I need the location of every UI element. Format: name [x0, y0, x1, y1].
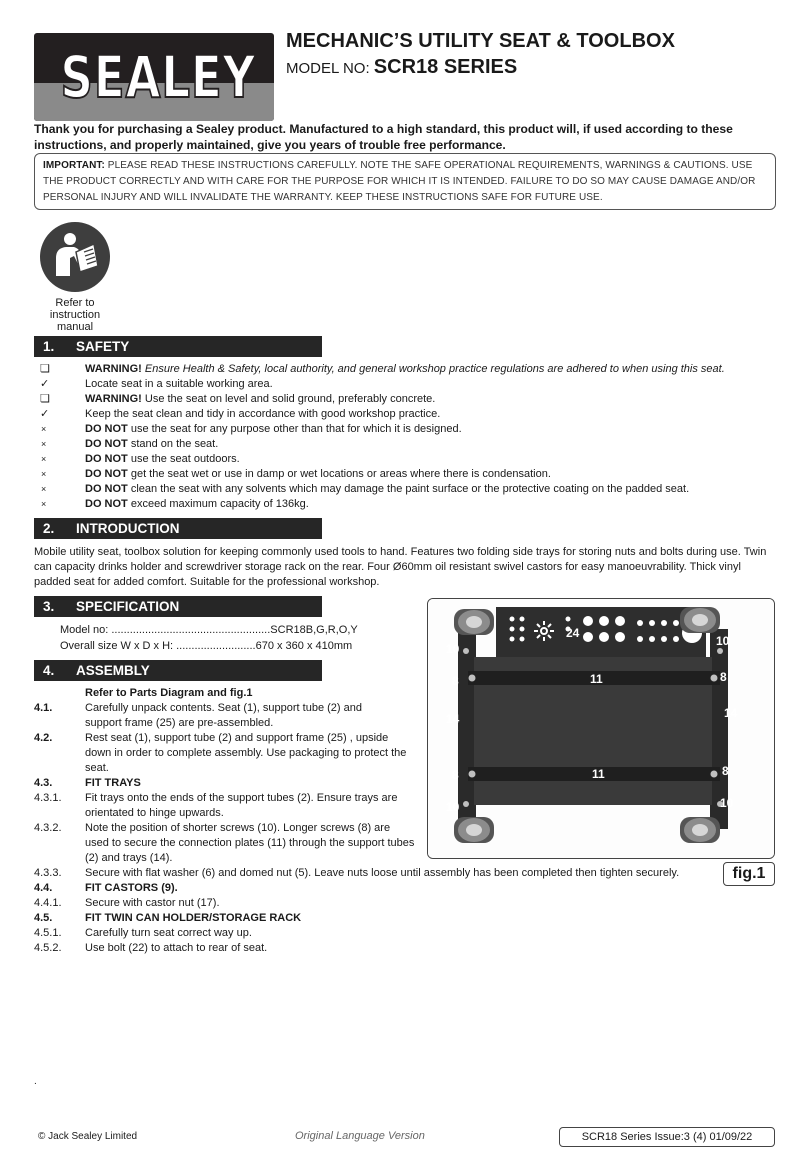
- copyright: © Jack Sealey Limited: [38, 1131, 138, 1142]
- callout-11: 11: [590, 672, 603, 686]
- safety-item-text: [85, 392, 435, 407]
- callout-8: 8: [720, 670, 727, 684]
- safety-item: [34, 452, 774, 467]
- manual-caption-line: instruction: [49, 309, 101, 321]
- step-text: Carefully turn seat correct way up.: [85, 927, 252, 939]
- section-header-assembly: [34, 660, 322, 681]
- section-number: 1.: [43, 339, 55, 354]
- callout-8: 8: [452, 768, 459, 782]
- step-number: 4.4.: [34, 882, 53, 894]
- cross-icon: ×: [41, 499, 47, 509]
- safety-item-text: [85, 407, 440, 422]
- cross-icon: ×: [41, 424, 47, 434]
- language-version: Original Language Version: [295, 1130, 425, 1142]
- checkbox-icon: ❏: [40, 363, 50, 375]
- checkmark-icon: ✓: [40, 408, 50, 420]
- important-notice: [34, 153, 776, 210]
- step-text: FIT TRAYS: [85, 777, 141, 789]
- step-text: FIT TWIN CAN HOLDER/STORAGE RACK: [85, 912, 302, 924]
- safety-item-body: get the seat wet or use in damp or wet locations or areas where there is condensation.: [127, 468, 551, 480]
- safety-item: [34, 467, 774, 482]
- model-number: [286, 56, 517, 79]
- step-text: Rest seat (1), support tube (2) and support frame (25) , upside down in order to complete assembly. Use packaging to protect the seat.: [85, 732, 407, 774]
- manual-caption-line: manual: [56, 321, 94, 333]
- spec-value: SCR18B,G,R,O,Y: [270, 624, 358, 636]
- spec-label: Overall size W x D x H:: [60, 640, 177, 652]
- safety-item-text: [85, 422, 462, 437]
- checkbox-icon: ❏: [40, 393, 50, 405]
- read-manual-icon: [40, 222, 110, 292]
- step-number: 4.2.: [34, 732, 53, 744]
- figure-label: fig.1: [723, 862, 775, 886]
- step-number: 4.5.2.: [34, 942, 62, 954]
- step-number: 4.3.: [34, 777, 53, 789]
- safety-item-body: Ensure Health & Safety, local authority, and general workshop practice regulations are adhered to when using this seat.: [141, 363, 725, 375]
- stray-dot: .: [34, 1076, 37, 1087]
- spec-value: 670 x 360 x 410mm: [255, 640, 353, 652]
- section-header-introduction: [34, 518, 322, 539]
- manual-caption: [34, 297, 116, 333]
- assembly-step: [34, 881, 724, 896]
- safety-item: [34, 407, 774, 422]
- safety-item-bold: WARNING!: [85, 393, 142, 405]
- step-text: FIT CASTORS (9).: [85, 882, 178, 894]
- checkmark-icon: ✓: [40, 378, 50, 390]
- callout-24: 24: [566, 626, 580, 640]
- model-prefix: MODEL NO:: [286, 60, 374, 77]
- section-number: 2.: [43, 521, 55, 536]
- step-text: Carefully unpack contents. Seat (1), support tube (2) and support frame (25) are pre-assembled.: [85, 702, 362, 729]
- step-text: Secure with castor nut (17).: [85, 897, 220, 909]
- safety-item-text: [85, 467, 551, 482]
- thanks-paragraph: Thank you for purchasing a Sealey product. Manufactured to a high standard, this product will, if used according to these instructions, and properly maintained, give you years of trouble free performance.: [34, 122, 733, 152]
- important-label: IMPORTANT:: [43, 160, 105, 171]
- page-title: MECHANIC’S UTILITY SEAT & TOOLBOX: [286, 30, 675, 52]
- safety-item-body: Locate seat in a suitable working area.: [85, 378, 273, 390]
- callout-10: 10: [446, 642, 460, 656]
- safety-item-text: [85, 437, 218, 452]
- spec-row: [60, 622, 358, 638]
- safety-item-body: clean the seat with any solvents which may damage the paint surface or the protective coating on the padded seat.: [127, 483, 690, 495]
- step-number: 4.4.1.: [34, 897, 62, 909]
- safety-item-bold: WARNING!: [85, 363, 142, 375]
- safety-item-text: [85, 362, 725, 377]
- safety-item-body: Keep the seat clean and tidy in accordance with good workshop practice.: [85, 408, 441, 420]
- safety-item-text: [85, 377, 273, 392]
- spec-row: [60, 638, 358, 654]
- cross-icon: ×: [41, 469, 47, 479]
- safety-item-text: [85, 452, 240, 467]
- spec-dots: ..........................: [176, 640, 256, 652]
- safety-item-body: use the seat outdoors.: [127, 453, 240, 465]
- safety-item-bold: DO NOT: [85, 468, 128, 480]
- model-value: SCR18 SERIES: [373, 56, 518, 78]
- section-title: ASSEMBLY: [76, 663, 150, 678]
- section-header-specification: [34, 596, 322, 617]
- safety-item: [34, 362, 774, 377]
- cross-icon: ×: [41, 484, 47, 494]
- safety-item: [34, 392, 774, 407]
- safety-item-body: exceed maximum capacity of 136kg.: [127, 498, 309, 510]
- step-number: 4.5.: [34, 912, 53, 924]
- callout-14: 14: [446, 712, 460, 726]
- assembly-step: [34, 941, 724, 956]
- important-text: PLEASE READ THESE INSTRUCTIONS CAREFULLY. NOTE THE SAFE OPERATIONAL REQUIREMENTS, WARNINGS & CAUTIONS. USE THE PRODUCT CORRECTLY AND WITH CARE FOR THE PURPOSE FOR WHICH IT IS INTENDED. FAILURE TO DO SO MAY CAUSE DAMAGE AND/OR PERSONAL INJURY AND WILL INVALIDATE THE WARRANTY. KEEP THESE INSTRUCTIONS SAFE FOR FUTURE USE.: [43, 160, 756, 203]
- safety-item: [34, 422, 774, 437]
- safety-item: [34, 437, 774, 452]
- safety-item-text: [85, 497, 309, 512]
- safety-item-bold: DO NOT: [85, 423, 128, 435]
- callout-14: 14: [724, 706, 738, 720]
- safety-item: [34, 482, 774, 497]
- callout-11: 11: [592, 767, 605, 781]
- issue-info: SCR18 Series Issue:3 (4) 01/09/22: [559, 1127, 775, 1147]
- step-text: Fit trays onto the ends of the support tubes (2). Ensure trays are orientated to hinge upwards.: [85, 792, 398, 819]
- specification-list: [60, 622, 358, 654]
- safety-list: [34, 362, 774, 512]
- step-number: 4.3.2.: [34, 822, 62, 834]
- assembly-step: [34, 866, 724, 881]
- callout-10: 10: [716, 634, 730, 648]
- sealey-logo: [34, 33, 274, 121]
- step-number: 4.3.3.: [34, 867, 62, 879]
- spec-dots: ....................................................: [111, 624, 271, 636]
- assembly-step: [34, 926, 724, 941]
- safety-item-body: stand on the seat.: [127, 438, 219, 450]
- section-title: INTRODUCTION: [76, 521, 180, 536]
- callout-10: 10: [446, 800, 460, 814]
- cross-icon: ×: [41, 439, 47, 449]
- step-number: [34, 686, 85, 701]
- introduction-paragraph: Mobile utility seat, toolbox solution for keeping commonly used tools to hand. Features two folding side trays for storing nuts and bolts during use. Twin can capacity drinks holder and screwdriver storage rack on the rear. Four Ø60mm oil resistant swivel castors for easy manoeuvrability. Thick vinyl padded seat for added comfort. Suitable for the professional workshop.: [34, 546, 767, 588]
- safety-item: [34, 377, 774, 392]
- step-text: Note the position of shorter screws (10). Longer screws (8) are used to secure the connection plates (11) through the support tubes (2) and trays (14).: [85, 822, 415, 864]
- cross-icon: ×: [41, 454, 47, 464]
- step-text: Secure with flat washer (6) and domed nut (5). Leave nuts loose until assembly has been completed then tighten securely.: [85, 867, 680, 879]
- assembly-step: [34, 911, 724, 926]
- manual-caption-line: Refer to: [55, 297, 95, 309]
- callout-8: 8: [722, 764, 729, 778]
- callout-10: 10: [720, 796, 734, 810]
- step-text: Use bolt (22) to attach to rear of seat.: [85, 942, 268, 954]
- step-number: 4.5.1.: [34, 927, 62, 939]
- section-header-safety: [34, 336, 322, 357]
- callout-8: 8: [452, 674, 459, 688]
- section-number: 4.: [43, 663, 55, 678]
- section-title: SPECIFICATION: [76, 599, 180, 614]
- assembly-step: [34, 896, 724, 911]
- safety-item-bold: DO NOT: [85, 483, 128, 495]
- step-number: 4.3.1.: [34, 792, 62, 804]
- safety-item: [34, 497, 774, 512]
- spec-label: Model no:: [60, 624, 112, 636]
- section-number: 3.: [43, 599, 55, 614]
- safety-item-body: use the seat for any purpose other than that for which it is designed.: [127, 423, 462, 435]
- safety-item-bold: DO NOT: [85, 498, 128, 510]
- figure-1-photo: [427, 598, 775, 859]
- step-text: Refer to Parts Diagram and fig.1: [85, 687, 253, 699]
- step-number: 4.1.: [34, 702, 53, 714]
- safety-item-body: Use the seat on level and solid ground, preferably concrete.: [141, 393, 436, 405]
- safety-item-bold: DO NOT: [85, 453, 128, 465]
- section-title: SAFETY: [76, 339, 130, 354]
- logo-wordmark: SEALEY: [60, 43, 257, 111]
- safety-item-text: [85, 482, 689, 497]
- safety-item-bold: DO NOT: [85, 438, 128, 450]
